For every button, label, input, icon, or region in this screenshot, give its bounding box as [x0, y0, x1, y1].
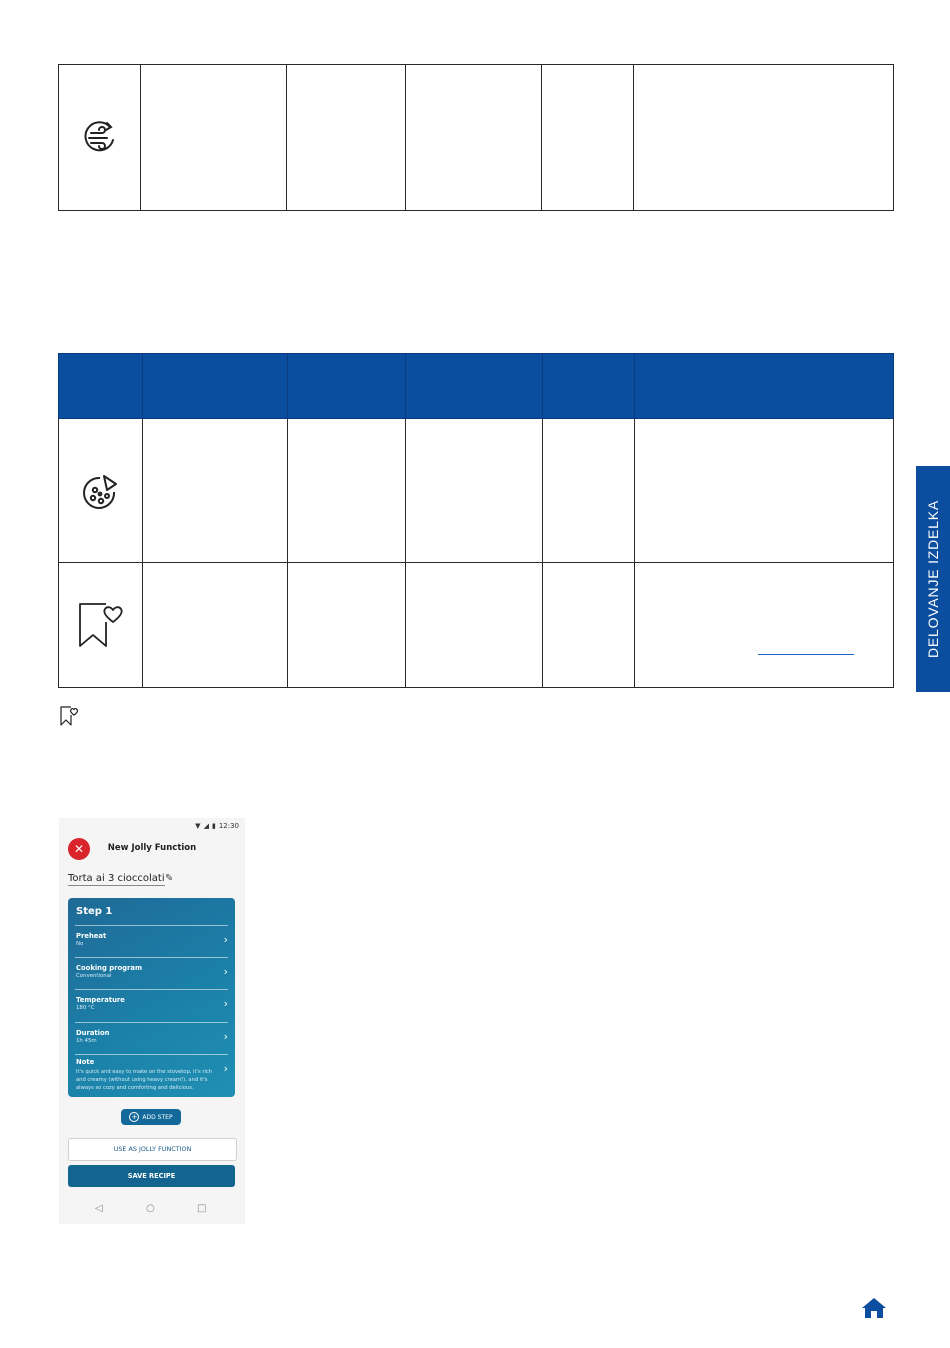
row-label: Note — [76, 1058, 95, 1066]
close-icon: ✕ — [73, 842, 85, 856]
header-cell — [59, 354, 143, 419]
table-cell — [543, 419, 635, 563]
row-value: 180 °C — [76, 1005, 95, 1011]
link-underline[interactable] — [758, 654, 854, 655]
table-cell — [635, 419, 894, 563]
table-cell — [635, 563, 894, 688]
table-row — [59, 65, 894, 211]
chevron-right-icon: › — [223, 965, 228, 978]
pencil-icon[interactable]: ✎ — [165, 873, 174, 884]
table-cell — [141, 65, 287, 211]
screen-title: New Jolly Function — [107, 843, 197, 853]
table-cell — [406, 419, 543, 563]
add-step-button[interactable] — [121, 1109, 181, 1125]
step-row-note[interactable] — [75, 1054, 228, 1095]
home-circle-icon[interactable]: ○ — [146, 1203, 155, 1214]
settings-table-top — [58, 64, 894, 211]
table-row — [59, 419, 894, 563]
wifi-icon: ▼ — [195, 822, 201, 830]
status-time: 12:30 — [218, 822, 239, 830]
table-cell — [634, 65, 894, 211]
table-cell — [543, 563, 635, 688]
header-cell — [288, 354, 406, 419]
recipe-name-field[interactable]: Torta ai 3 cioccolati — [68, 873, 165, 884]
back-icon[interactable]: ◁ — [95, 1203, 103, 1214]
header-cell — [543, 354, 635, 419]
use-as-jolly-button[interactable]: USE AS JOLLY FUNCTION — [68, 1138, 237, 1161]
step-title: Step 1 — [76, 906, 113, 917]
icon-cell — [59, 65, 141, 211]
settings-table-bottom — [58, 353, 894, 688]
row-value: 1h 45m — [76, 1038, 97, 1044]
step-row-cooking-program[interactable] — [75, 957, 228, 990]
row-label: Duration — [76, 1029, 110, 1037]
header-cell — [406, 354, 543, 419]
step-row-temperature[interactable] — [75, 989, 228, 1023]
signal-icon: ◢ — [203, 822, 209, 830]
bookmark-heart-icon — [59, 705, 79, 727]
step-row-preheat[interactable] — [75, 925, 228, 958]
row-label: Temperature — [76, 996, 125, 1004]
table-cell — [406, 563, 543, 688]
phone-screenshot — [59, 818, 245, 1224]
row-label: Cooking program — [76, 964, 143, 972]
row-value: It's quick and easy to make on the stovetop, it's rich and creamy (without using heavy cream!), and it's always so cozy and comforting and delicious. — [76, 1069, 213, 1091]
android-nav-bar — [59, 1201, 245, 1221]
table-cell — [143, 419, 288, 563]
table-cell — [287, 65, 406, 211]
recents-icon[interactable]: □ — [197, 1203, 207, 1214]
header-cell — [143, 354, 288, 419]
side-chapter-tab[interactable] — [916, 466, 950, 692]
add-step-label: ADD STEP — [142, 1113, 173, 1121]
side-tab-label: DELOVANJE IZDELKA — [925, 499, 941, 659]
header-cell — [635, 354, 894, 419]
table-cell — [288, 419, 406, 563]
step-card — [68, 898, 235, 1097]
icon-cell — [59, 563, 143, 688]
chevron-right-icon: › — [223, 997, 228, 1010]
plus-circle-icon: + — [129, 1112, 139, 1122]
icon-cell — [59, 419, 143, 563]
pizza-icon — [80, 470, 122, 512]
row-label: Preheat — [76, 932, 107, 940]
table-cell — [406, 65, 542, 211]
table-cell — [288, 563, 406, 688]
row-value: No — [76, 941, 84, 947]
table-row — [59, 563, 894, 688]
fan-cycle-icon — [80, 118, 120, 158]
chevron-right-icon: › — [223, 933, 228, 946]
chevron-right-icon: › — [223, 1062, 228, 1075]
table-cell — [143, 563, 288, 688]
chevron-right-icon: › — [223, 1030, 228, 1043]
save-recipe-button[interactable]: SAVE RECIPE — [68, 1165, 235, 1187]
step-row-duration[interactable] — [75, 1022, 228, 1055]
bookmark-heart-icon — [76, 600, 126, 650]
table-cell — [542, 65, 634, 211]
table-header-row — [59, 354, 894, 419]
row-value: Conventional — [76, 973, 112, 979]
status-bar — [195, 822, 239, 830]
battery-icon: ▮ — [211, 822, 216, 830]
home-icon[interactable] — [861, 1296, 887, 1320]
